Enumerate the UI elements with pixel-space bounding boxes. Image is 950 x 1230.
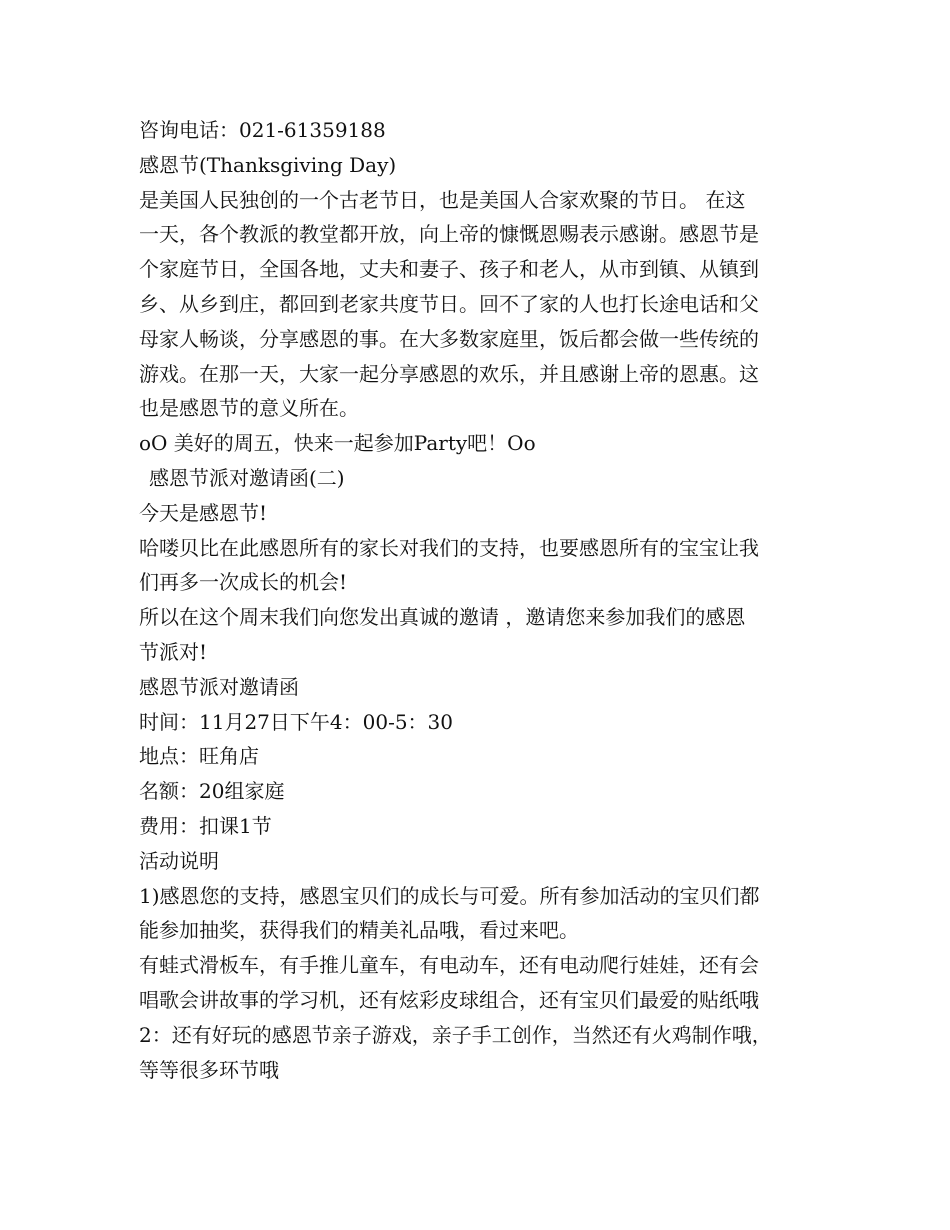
paragraph-line: 哈喽贝比在此感恩所有的家长对我们的支持，也要感恩所有的宝宝让我: [139, 535, 759, 560]
thanksgiving-heading: 感恩节(Thanksgiving Day): [139, 152, 397, 177]
paragraph-line: 是美国人民独创的一个古老节日，也是美国人合家欢聚的节日。 在这: [139, 187, 746, 212]
invitation-title: 感恩节派对邀请函: [139, 674, 299, 699]
party-slogan: oO 美好的周五，快来一起参加Party吧！Oo: [139, 431, 536, 456]
paragraph-line: 游戏。在那一天，大家一起分享感恩的欢乐，并且感谢上帝的恩惠。这: [139, 361, 759, 386]
paragraph-line: 乡、从乡到庄，都回到老家共度节日。回不了家的人也打长途电话和父: [139, 291, 759, 316]
paragraph-line: 母家人畅谈，分享感恩的事。在大多数家庭里，饭后都会做一些传统的: [139, 326, 759, 351]
paragraph-line: 2：还有好玩的感恩节亲子游戏，亲子手工创作，当然还有火鸡制作哦，: [139, 1022, 772, 1047]
paragraph-line: 1)感恩您的支持，感恩宝贝们的成长与可爱。所有参加活动的宝贝们都: [139, 883, 760, 908]
section-title: 感恩节派对邀请函(二): [149, 465, 345, 490]
event-time: 时间：11月27日下午4：00-5：30: [139, 709, 454, 734]
event-quota: 名额：20组家庭: [139, 779, 285, 804]
paragraph-line: 有蛙式滑板车，有手推儿童车，有电动车，还有电动爬行娃娃，还有会: [139, 953, 759, 978]
paragraph-line: 今天是感恩节!: [139, 500, 268, 525]
paragraph-line: 们再多一次成长的机会!: [139, 570, 348, 595]
event-fee: 费用：扣课1节: [139, 813, 272, 838]
document-body: [139, 113, 829, 1087]
activity-heading: 活动说明: [139, 848, 219, 873]
paragraph-line: 唱歌会讲故事的学习机，还有炫彩皮球组合，还有宝贝们最爱的贴纸哦: [139, 987, 759, 1012]
paragraph-line: 一天，各个教派的教堂都开放，向上帝的慷慨恩赐表示感谢。感恩节是: [139, 222, 759, 247]
paragraph-line: 等等很多环节哦: [139, 1057, 279, 1082]
paragraph-line: 节派对!: [139, 639, 208, 664]
paragraph-line: 个家庭节日，全国各地，丈夫和妻子、孩子和老人，从市到镇、从镇到: [139, 257, 759, 282]
paragraph-line: 也是感恩节的意义所在。: [139, 396, 359, 421]
paragraph-line: 所以在这个周末我们向您发出真诚的邀请 ，邀请您来参加我们的感恩: [139, 605, 746, 630]
paragraph-line: 能参加抽奖，获得我们的精美礼品哦，看过来吧。: [139, 918, 579, 943]
contact-phone-line: 咨询电话：021-61359188: [139, 118, 386, 142]
event-location: 地点：旺角店: [139, 744, 259, 769]
